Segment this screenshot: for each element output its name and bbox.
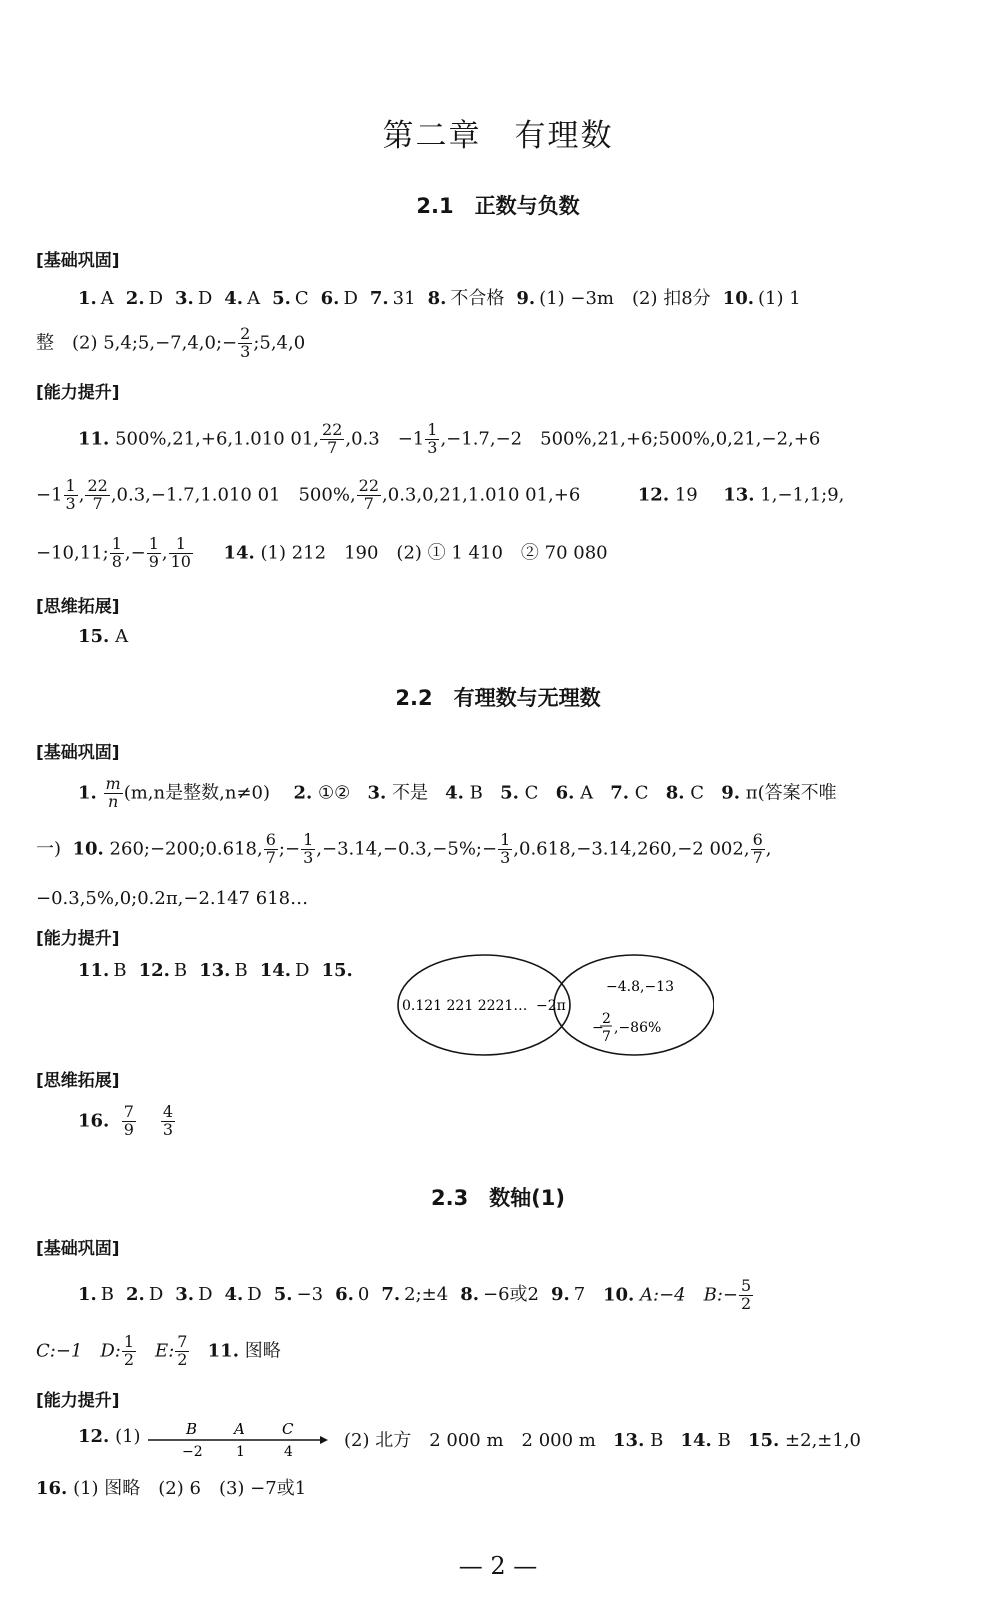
s2-answer-0: [78, 960, 127, 981]
question-number: 14.: [680, 1430, 712, 1451]
fraction: $\frac{4}{3}$: [162, 1102, 174, 1139]
s1-answer-5: [321, 288, 358, 309]
question-number: 10.: [722, 288, 754, 309]
tag-ability-2-1: [能力提升]: [36, 383, 120, 403]
question-number: 9.: [721, 782, 741, 804]
answer-text: D: [198, 1284, 213, 1306]
question-number: 2.: [126, 1284, 145, 1306]
question-number: 8.: [427, 288, 447, 309]
answer-text: (1) 图略 (2) 6 (3) −7或1: [73, 1478, 307, 1499]
section-2-1-title: 2.1 正数与负数: [416, 194, 580, 218]
s3-answer-4: [274, 1284, 323, 1305]
question-number: 3.: [175, 1284, 195, 1306]
tag-extend-2-1: [思维拓展]: [36, 597, 120, 617]
answer-text: ,0.3,−1.7,1.010 01 500%,: [110, 484, 356, 506]
fraction: $\frac{6}{7}$: [752, 830, 763, 867]
answer-text: (1) 1: [758, 288, 801, 309]
venn-right-ellipse: [554, 955, 714, 1055]
fraction: $\frac{m}{n}$: [105, 774, 121, 811]
question-number: 7.: [610, 782, 630, 804]
answer-text: −10,11;: [36, 542, 109, 564]
venn-right-text-1: −4.8,−13: [606, 979, 674, 995]
s1-answer-8: [516, 284, 710, 310]
question-number: 7.: [381, 1284, 401, 1306]
s1-answer-9: [723, 288, 801, 309]
answer-text: −3: [296, 1284, 324, 1306]
answer-text: B: [173, 960, 188, 981]
question-number: 12.: [138, 960, 170, 981]
answer-text: (m,n是整数,n≠0): [123, 782, 270, 804]
answer-text: B: [717, 1430, 731, 1451]
question-number: 3.: [367, 782, 387, 804]
venn-right-text-2: ,−86%: [614, 1020, 662, 1036]
answers-2-2-line-3: −0.3,5%,0;0.2π,−2.147 618…: [36, 888, 309, 909]
page-number: — 2 —: [458, 1552, 538, 1580]
answer-text: ,0.3 −1: [345, 428, 425, 450]
answers-2-3-items: [78, 1284, 597, 1305]
answer-text: −1: [36, 484, 63, 506]
answer-text: ,−3.14,−0.3,−5%;−: [316, 838, 498, 860]
answer-text: ,: [161, 542, 168, 564]
answers-2-3-line-4: [36, 1474, 996, 1500]
question-number: 11.: [78, 960, 110, 981]
question-number: 1.: [78, 1284, 97, 1306]
answer-text: C: [294, 288, 309, 309]
answers-2-1-line-1: [78, 284, 996, 310]
s3-answer-0: [78, 1284, 114, 1305]
answer-text: (1) −3m (2) 扣8分: [539, 288, 711, 309]
venn-middle-text: −2π: [536, 998, 566, 1014]
answer-text: ;5,4,0: [253, 332, 306, 354]
question-number: 6.: [320, 288, 340, 309]
question-number: 14.: [259, 960, 292, 981]
s3-answer-7: [460, 1280, 539, 1306]
answers-2-1-line-6: [78, 626, 996, 647]
answer-text: ①②: [317, 782, 351, 804]
answer-text: ,0.618,−3.14,260,−2 002,: [513, 838, 750, 860]
question-number: 9.: [516, 288, 536, 309]
fraction: $\frac{2}{3}$: [240, 324, 251, 361]
section-2-3-title: 2.3 数轴(1): [430, 1186, 565, 1210]
answers-2-1-line-5: [36, 536, 996, 571]
question-number: 1.: [78, 288, 97, 309]
answer-text: D: [148, 1284, 164, 1306]
answer-text: 31: [392, 288, 416, 309]
question-number: 4.: [224, 1284, 244, 1306]
answer-text: D: [197, 288, 213, 309]
answer-text: B: [234, 960, 248, 981]
answer-text: C: [524, 782, 539, 804]
chapter-title: 第二章 有理数: [382, 118, 614, 154]
answer-text: 19: [674, 484, 698, 506]
question-number: 9.: [550, 1284, 570, 1306]
fraction: $\frac{5}{2}$: [741, 1276, 752, 1313]
question-number: 12.: [637, 484, 670, 506]
question-number: 14.: [223, 542, 255, 564]
venn-right-frac-num: 2: [602, 1011, 611, 1027]
s3-answer-8: [551, 1284, 585, 1305]
s1-answer-3: [224, 288, 260, 309]
question-number: 1.: [78, 782, 97, 804]
tag-extend-2-2: [思维拓展]: [36, 1071, 120, 1091]
answer-text: D: [148, 288, 164, 309]
question-number: 16.: [78, 1110, 110, 1132]
question-number: 11.: [207, 1340, 239, 1362]
number-line-arrow: [320, 1436, 328, 1444]
answer-text: 图略: [244, 1340, 281, 1362]
answers-2-2-line-2: [36, 832, 996, 867]
answers-2-1-line-3: [78, 422, 996, 457]
question-number: 2.: [125, 288, 145, 309]
answer-text: A: [247, 288, 261, 309]
s2-answer-4: [321, 960, 356, 981]
fraction: $\frac{1}{3}$: [303, 830, 314, 867]
s2-answer-3: [260, 960, 310, 981]
question-number: 5.: [272, 288, 291, 309]
answer-text: A: [580, 782, 594, 804]
question-number: 10.: [72, 838, 104, 860]
answer-text: ,: [765, 838, 772, 860]
question-number: 6.: [555, 782, 575, 804]
s1-answer-0: [78, 288, 114, 309]
tick-label-neg2: −2: [182, 1444, 203, 1460]
answer-text: ,−: [124, 542, 146, 564]
fraction: $\frac{1}{10}$: [170, 534, 191, 571]
tag-basic-2-2: [基础巩固]: [36, 743, 120, 763]
answer-text: A: [115, 626, 129, 647]
section-2-2-title: 2.2 有理数与无理数: [395, 686, 601, 710]
tag-basic-2-1: [基础巩固]: [36, 251, 120, 271]
fraction: $\frac{1}{3}$: [427, 420, 438, 457]
question-number: 7.: [369, 288, 389, 309]
s1-answer-4: [272, 288, 309, 309]
question-number: 5.: [273, 1284, 293, 1306]
s1-answer-1: [126, 288, 163, 309]
question-number: 13.: [723, 484, 755, 506]
answer-text: D: [295, 960, 310, 981]
answer-text: (2) 北方 2 000 m 2 000 m: [344, 1430, 596, 1451]
s3-answer-1: [126, 1284, 163, 1305]
tick-label-4: 4: [284, 1444, 293, 1460]
question-number: 15.: [78, 626, 110, 647]
answer-text: A:−4 B:−: [640, 1284, 739, 1306]
question-number: 5.: [500, 782, 519, 804]
answer-text: 不是: [391, 782, 428, 804]
answer-text: ;−: [278, 838, 301, 860]
number-line: [148, 1418, 328, 1462]
point-label-c: C: [282, 1420, 294, 1438]
question-number: 6.: [335, 1284, 354, 1306]
question-number: 2.: [293, 782, 313, 804]
answer-text: C: [690, 782, 705, 804]
answer-text: ,: [78, 484, 85, 506]
question-number: 3.: [175, 288, 194, 309]
answer-text: 0: [357, 1284, 370, 1306]
answer-text: 2;±4: [404, 1284, 449, 1306]
tick-label-1: 1: [236, 1444, 245, 1460]
question-number: 4.: [445, 782, 464, 804]
answers-2-1-line-4: [36, 478, 996, 513]
answer-text: 整 (2) 5,4;5,−7,4,0;−: [36, 332, 238, 354]
venn-left-text: 0.121 221 2221…: [402, 998, 528, 1014]
question-number: 15.: [747, 1430, 780, 1451]
answer-text: (1): [115, 1426, 141, 1447]
answers-2-2-line-1: [78, 776, 996, 811]
fraction: $\frac{22}{7}$: [87, 476, 108, 513]
answer-text: 500%,21,+6,1.010 01,: [115, 428, 320, 450]
answer-text: A: [100, 288, 114, 309]
s1-answer-6: [370, 288, 416, 309]
answers-2-3-line-2: [36, 1334, 996, 1369]
answer-text: −6或2: [482, 1284, 539, 1306]
answer-text: B: [650, 1430, 664, 1451]
answer-text: B: [469, 782, 483, 804]
answer-text: B: [113, 960, 127, 981]
fraction: $\frac{1}{3}$: [65, 476, 76, 513]
answer-text: E:: [137, 1340, 175, 1362]
question-number: 16.: [36, 1478, 68, 1499]
fraction: $\frac{22}{7}$: [358, 476, 380, 513]
answers-2-3-line-1: [78, 1278, 996, 1313]
tag-ability-2-3: [能力提升]: [36, 1391, 120, 1411]
fraction: $\frac{7}{2}$: [177, 1332, 188, 1369]
question-number: 13.: [199, 960, 231, 981]
venn-right-minus: −: [592, 1020, 604, 1036]
answers-2-2-line-5: [78, 1104, 996, 1139]
point-label-b: B: [186, 1420, 198, 1438]
question-number: 12.: [78, 1426, 110, 1447]
venn-right-frac-den: 7: [602, 1029, 611, 1045]
answer-text: 260;−200;0.618,: [109, 838, 263, 860]
s3-answer-6: [381, 1284, 448, 1305]
answer-text: C: [634, 782, 649, 804]
fraction: $\frac{6}{7}$: [265, 830, 276, 867]
answer-text: 7: [573, 1284, 586, 1306]
answer-text: ,−1.7,−2 500%,21,+6;500%,0,21,−2,+6: [440, 428, 821, 450]
answer-text: π(答案不唯: [745, 782, 837, 804]
answers-2-1-line-2: [36, 326, 996, 361]
fraction: $\frac{22}{7}$: [322, 420, 343, 457]
fraction: $\frac{1}{3}$: [500, 830, 511, 867]
s2-answer-2: [199, 960, 248, 981]
s2-answer-1: [139, 960, 188, 981]
question-number: 15.: [321, 960, 353, 981]
answer-text: D: [343, 288, 358, 309]
question-number: 10.: [602, 1284, 635, 1306]
fraction: $\frac{1}{8}$: [111, 534, 122, 571]
answer-text: ,0.3,0,21,1.010 01,+6: [382, 484, 581, 506]
answer-text: D: [247, 1284, 262, 1306]
tag-ability-2-2: [能力提升]: [36, 929, 120, 949]
tag-basic-2-3: [基础巩固]: [36, 1239, 120, 1259]
question-number: 11.: [78, 428, 110, 450]
question-number: 8.: [665, 782, 685, 804]
answer-text: (1) 212 190 (2) ① 1 410 ② 70 080: [260, 542, 608, 564]
question-number: 8.: [460, 1284, 479, 1306]
answer-text: B: [100, 1284, 115, 1306]
s3-answer-5: [335, 1284, 369, 1305]
fraction: $\frac{1}{9}$: [148, 534, 159, 571]
s1-answer-7: [428, 284, 505, 310]
answers-2-3-line-3b: [344, 1426, 996, 1452]
fraction: $\frac{1}{2}$: [123, 1332, 135, 1369]
question-number: 13.: [613, 1430, 645, 1451]
answer-text: 一): [36, 838, 62, 860]
answer-text: C:−1 D:: [36, 1340, 121, 1362]
s3-answer-2: [175, 1284, 212, 1305]
answer-text: ±2,±1,0: [785, 1430, 861, 1451]
venn-diagram: [396, 953, 714, 1061]
answer-text: 不合格: [450, 288, 505, 309]
answer-text: 1,−1,1;9,: [760, 484, 845, 506]
fraction: $\frac{7}{9}$: [123, 1102, 134, 1139]
s3-answer-3: [225, 1284, 262, 1305]
s1-answer-2: [175, 288, 212, 309]
point-label-a: A: [234, 1420, 245, 1438]
question-number: 4.: [224, 288, 244, 309]
